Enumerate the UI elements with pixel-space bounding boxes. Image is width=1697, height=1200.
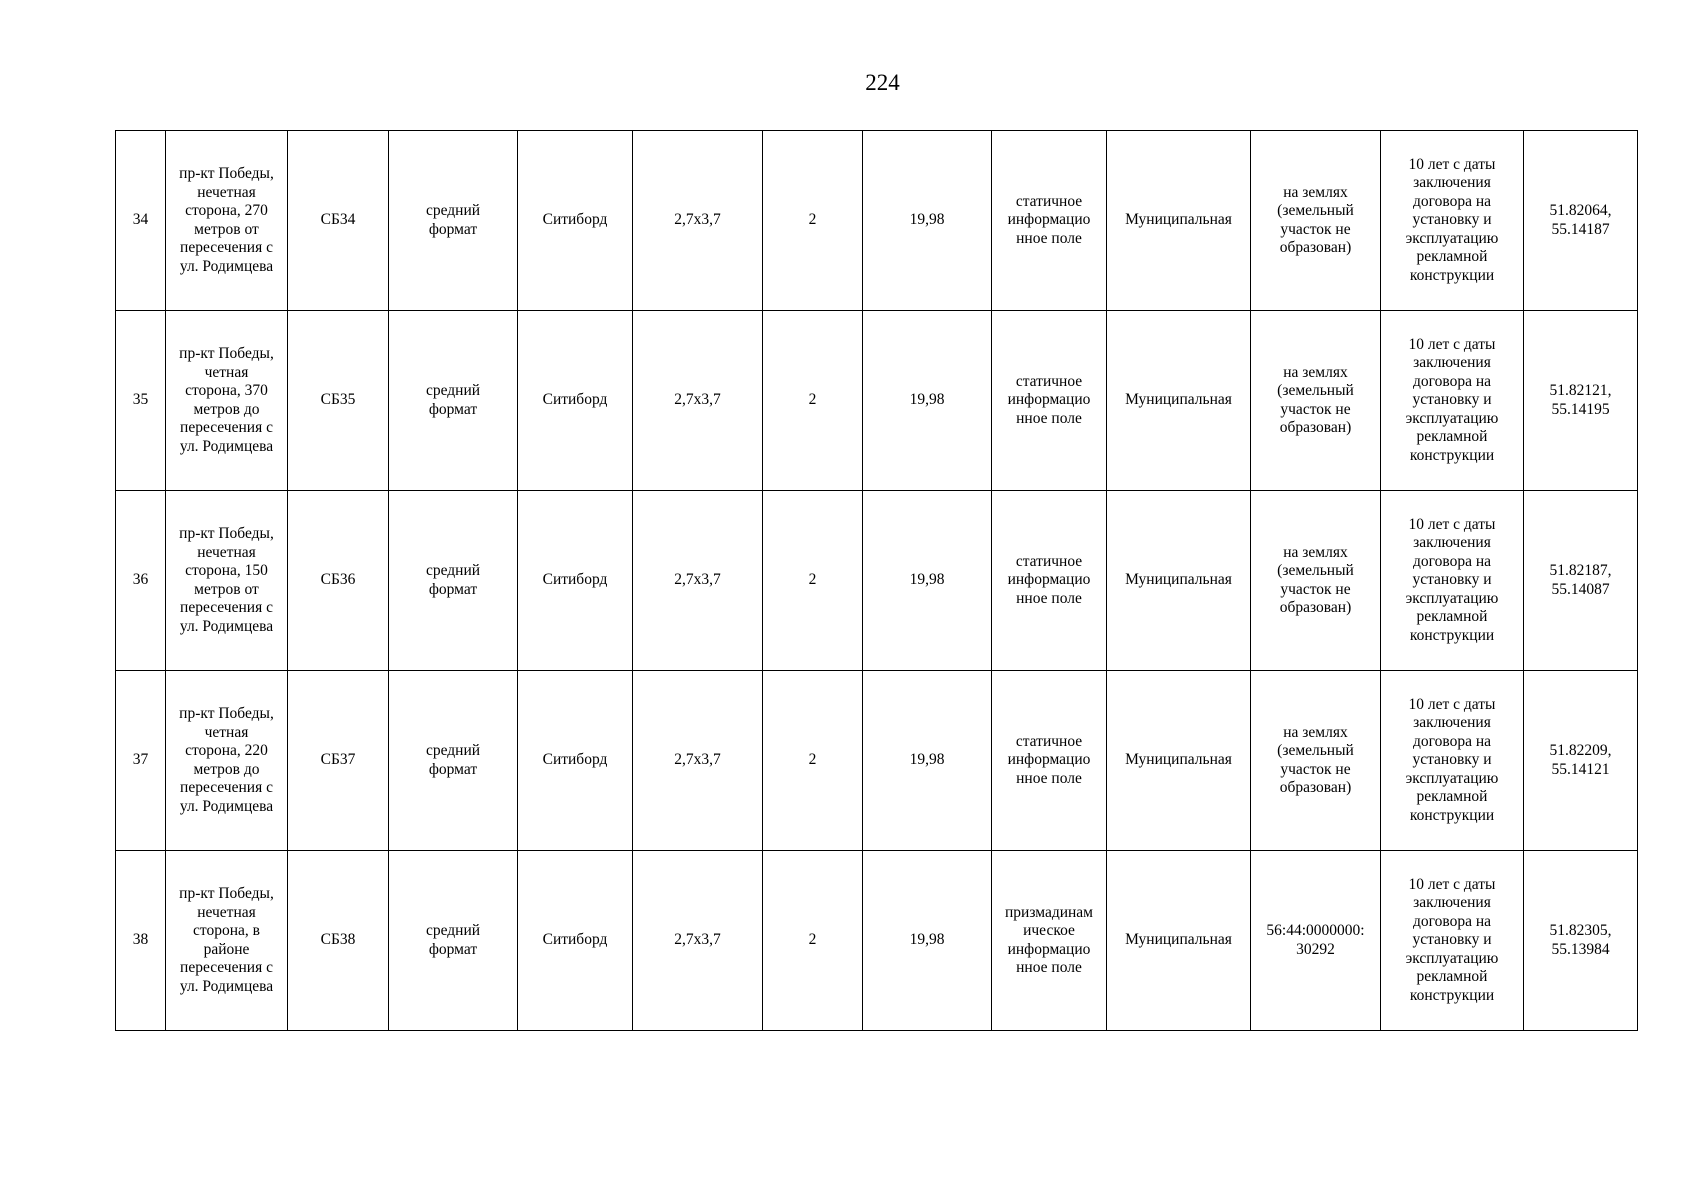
format-text: средний формат: [425, 562, 481, 598]
size-cell: [633, 671, 763, 851]
size-cell: [633, 851, 763, 1031]
code-cell: [288, 851, 389, 1031]
sides-cell: [763, 851, 863, 1031]
land-cell: [1251, 851, 1381, 1031]
ownership-text: Муниципальная: [1125, 751, 1232, 769]
table-row: [116, 491, 1638, 671]
row-number-cell: [116, 671, 166, 851]
address-text: пр-кт Победы, четная сторона, 220 метров до пересечения с ул. Родимцева: [179, 705, 274, 815]
type-text: Ситиборд: [542, 751, 608, 769]
coordinates-cell: [1524, 131, 1638, 311]
ownership-text: Муниципальная: [1125, 571, 1232, 589]
table-body: [116, 131, 1638, 1031]
size-text: 2,7х3,7: [674, 391, 721, 409]
sides-cell: [763, 491, 863, 671]
table-row: [116, 851, 1638, 1031]
code-cell: [288, 671, 389, 851]
field-type-cell: [992, 131, 1107, 311]
coordinates-text: 51.82121, 55.14195: [1549, 382, 1612, 418]
coordinates-text: 51.82064, 55.14187: [1549, 202, 1612, 238]
address-text: пр-кт Победы, нечетная сторона, 150 метров от пересечения с ул. Родимцева: [179, 525, 274, 635]
area-text: 19,98: [909, 211, 945, 229]
area-cell: [863, 131, 992, 311]
sides-text: 2: [808, 391, 817, 409]
sides-text: 2: [808, 931, 817, 949]
address-cell: [166, 671, 288, 851]
sides-text: 2: [808, 751, 817, 769]
address-text: пр-кт Победы, четная сторона, 370 метров до пересечения с ул. Родимцева: [179, 345, 274, 455]
format-cell: [389, 671, 518, 851]
field-type-cell: [992, 311, 1107, 491]
size-text: 2,7х3,7: [674, 211, 721, 229]
field-type-text: статичное информацио нное поле: [1007, 732, 1091, 787]
sides-cell: [763, 671, 863, 851]
code-cell: [288, 131, 389, 311]
land-text: на землях (земельный участок не образован): [1277, 183, 1354, 256]
address-text: пр-кт Победы, нечетная сторона, 270 метров от пересечения с ул. Родимцева: [179, 165, 274, 275]
sides-cell: [763, 311, 863, 491]
coordinates-cell: [1524, 851, 1638, 1031]
term-cell: [1381, 671, 1524, 851]
ownership-cell: [1107, 671, 1251, 851]
code-text: СБ37: [320, 751, 356, 769]
field-type-text: призмадинам ическое информацио нное поле: [1005, 903, 1093, 976]
size-text: 2,7х3,7: [674, 751, 721, 769]
table-row: [116, 671, 1638, 851]
size-cell: [633, 311, 763, 491]
field-type-cell: [992, 491, 1107, 671]
address-cell: [166, 491, 288, 671]
ownership-cell: [1107, 131, 1251, 311]
address-cell: [166, 311, 288, 491]
code-text: СБ35: [320, 391, 356, 409]
ownership-text: Муниципальная: [1125, 391, 1232, 409]
type-text: Ситиборд: [542, 571, 608, 589]
row-number-cell: [116, 491, 166, 671]
row-number-text: 35: [132, 391, 149, 409]
term-cell: [1381, 131, 1524, 311]
type-cell: [518, 311, 633, 491]
land-text: на землях (земельный участок не образован): [1277, 543, 1354, 616]
field-type-cell: [992, 671, 1107, 851]
row-number-text: 34: [132, 211, 149, 229]
land-cell: [1251, 671, 1381, 851]
format-cell: [389, 491, 518, 671]
row-number-text: 38: [132, 931, 149, 949]
sides-text: 2: [808, 571, 817, 589]
term-cell: [1381, 311, 1524, 491]
format-text: средний формат: [425, 742, 481, 778]
area-text: 19,98: [909, 391, 945, 409]
area-text: 19,98: [909, 571, 945, 589]
table-row: [116, 311, 1638, 491]
term-text: 10 лет с даты заключения договора на установку и эксплуатацию рекламной конструкции: [1405, 335, 1499, 464]
row-number-cell: [116, 131, 166, 311]
format-text: средний формат: [425, 382, 481, 418]
format-cell: [389, 131, 518, 311]
table-row: [116, 131, 1638, 311]
size-cell: [633, 131, 763, 311]
row-number-cell: [116, 851, 166, 1031]
format-cell: [389, 311, 518, 491]
term-text: 10 лет с даты заключения договора на установку и эксплуатацию рекламной конструкции: [1405, 155, 1499, 284]
ownership-cell: [1107, 311, 1251, 491]
size-text: 2,7х3,7: [674, 931, 721, 949]
address-text: пр-кт Победы, нечетная сторона, в районе пересечения с ул. Родимцева: [179, 885, 274, 995]
ownership-cell: [1107, 851, 1251, 1031]
type-cell: [518, 671, 633, 851]
area-cell: [863, 671, 992, 851]
advertising-structures-table: [115, 130, 1638, 1031]
land-cell: [1251, 491, 1381, 671]
term-cell: [1381, 851, 1524, 1031]
term-cell: [1381, 491, 1524, 671]
type-text: Ситиборд: [542, 391, 608, 409]
address-cell: [166, 851, 288, 1031]
coordinates-text: 51.82187, 55.14087: [1549, 562, 1612, 598]
coordinates-cell: [1524, 311, 1638, 491]
row-number-cell: [116, 311, 166, 491]
coordinates-cell: [1524, 491, 1638, 671]
size-text: 2,7х3,7: [674, 571, 721, 589]
coordinates-cell: [1524, 671, 1638, 851]
area-text: 19,98: [909, 751, 945, 769]
format-text: средний формат: [425, 922, 481, 958]
term-text: 10 лет с даты заключения договора на установку и эксплуатацию рекламной конструкции: [1405, 875, 1499, 1004]
land-cell: [1251, 131, 1381, 311]
area-cell: [863, 851, 992, 1031]
field-type-text: статичное информацио нное поле: [1007, 372, 1091, 427]
address-cell: [166, 131, 288, 311]
term-text: 10 лет с даты заключения договора на установку и эксплуатацию рекламной конструкции: [1405, 515, 1499, 644]
sides-cell: [763, 131, 863, 311]
term-text: 10 лет с даты заключения договора на установку и эксплуатацию рекламной конструкции: [1405, 695, 1499, 824]
area-text: 19,98: [909, 931, 945, 949]
land-text: на землях (земельный участок не образован): [1277, 723, 1354, 796]
type-cell: [518, 491, 633, 671]
area-cell: [863, 311, 992, 491]
page-number: 224: [865, 70, 900, 95]
ownership-text: Муниципальная: [1125, 931, 1232, 949]
code-text: СБ34: [320, 211, 356, 229]
coordinates-text: 51.82209, 55.14121: [1549, 742, 1612, 778]
field-type-text: статичное информацио нное поле: [1007, 552, 1091, 607]
ownership-text: Муниципальная: [1125, 211, 1232, 229]
coordinates-text: 51.82305, 55.13984: [1549, 922, 1612, 958]
type-text: Ситиборд: [542, 211, 608, 229]
ownership-cell: [1107, 491, 1251, 671]
land-text: на землях (земельный участок не образован): [1277, 363, 1354, 436]
row-number-text: 36: [132, 571, 149, 589]
type-cell: [518, 851, 633, 1031]
type-text: Ситиборд: [542, 931, 608, 949]
format-text: средний формат: [425, 202, 481, 238]
format-cell: [389, 851, 518, 1031]
row-number-text: 37: [132, 751, 149, 769]
size-cell: [633, 491, 763, 671]
sides-text: 2: [808, 211, 817, 229]
code-cell: [288, 491, 389, 671]
type-cell: [518, 131, 633, 311]
land-cell: [1251, 311, 1381, 491]
code-text: СБ38: [320, 931, 356, 949]
field-type-cell: [992, 851, 1107, 1031]
area-cell: [863, 491, 992, 671]
land-text: 56:44:0000000: 30292: [1266, 922, 1365, 958]
field-type-text: статичное информацио нное поле: [1007, 192, 1091, 247]
code-cell: [288, 311, 389, 491]
code-text: СБ36: [320, 571, 356, 589]
